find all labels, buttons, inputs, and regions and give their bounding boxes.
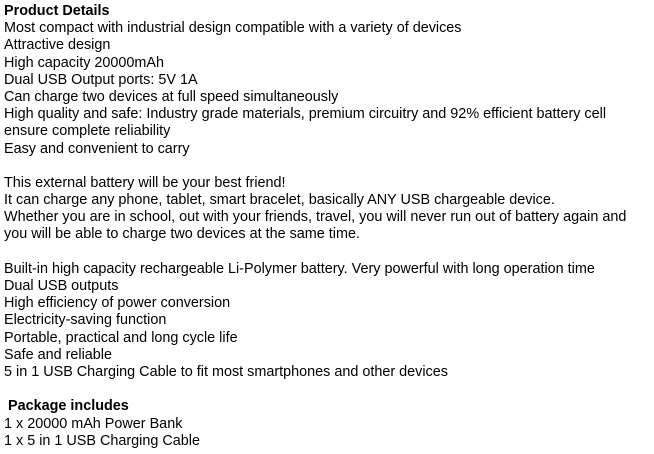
product-details-heading: Product Details (4, 3, 110, 19)
intro-line: It can charge any phone, tablet, smart bracelet, basically ANY USB chargeable device. (4, 192, 555, 209)
feature-line: Electricity-saving function (4, 312, 167, 329)
package-heading: Package includes (8, 398, 129, 415)
feature-line: High efficiency of power conversion (4, 295, 231, 312)
detail-line: ensure complete reliability (4, 123, 171, 140)
section-spacer (4, 244, 652, 261)
detail-line: High quality and safe: Industry grade materials, premium circuitry and 92% efficient battery cell (4, 106, 607, 123)
features-section (4, 261, 652, 381)
feature-line: 5 in 1 USB Charging Cable to fit most smartphones and other devices (4, 363, 448, 380)
package-item: 1 x 5 in 1 USB Charging Cable (4, 432, 200, 449)
product-details-section (4, 3, 652, 158)
section-spacer (4, 381, 652, 398)
feature-line: Built-in high capacity rechargeable Li-Polymer battery. Very powerful with long operation time (4, 260, 595, 277)
detail-line: Attractive design (4, 37, 111, 54)
detail-line: Dual USB Output ports: 5V 1A (4, 71, 198, 88)
detail-line: Can charge two devices at full speed simultaneously (4, 88, 339, 105)
intro-line: you will be able to charge two devices at the same time. (4, 226, 360, 243)
intro-line: Whether you are in school, out with your friends, travel, you will never run out of battery again and (4, 209, 627, 226)
product-description (4, 3, 652, 450)
package-item: 1 x 20000 mAh Power Bank (4, 415, 183, 432)
package-section (4, 398, 652, 450)
feature-line: Portable, practical and long cycle life (4, 329, 238, 346)
intro-line: This external battery will be your best friend! (4, 174, 286, 191)
detail-line: High capacity 20000mAh (4, 54, 164, 71)
section-spacer (4, 158, 652, 175)
intro-section (4, 175, 652, 244)
detail-line: Easy and convenient to carry (4, 140, 190, 157)
detail-line: Most compact with industrial design compatible with a variety of devices (4, 20, 462, 37)
feature-line: Dual USB outputs (4, 278, 119, 294)
feature-line: Safe and reliable (4, 346, 113, 363)
